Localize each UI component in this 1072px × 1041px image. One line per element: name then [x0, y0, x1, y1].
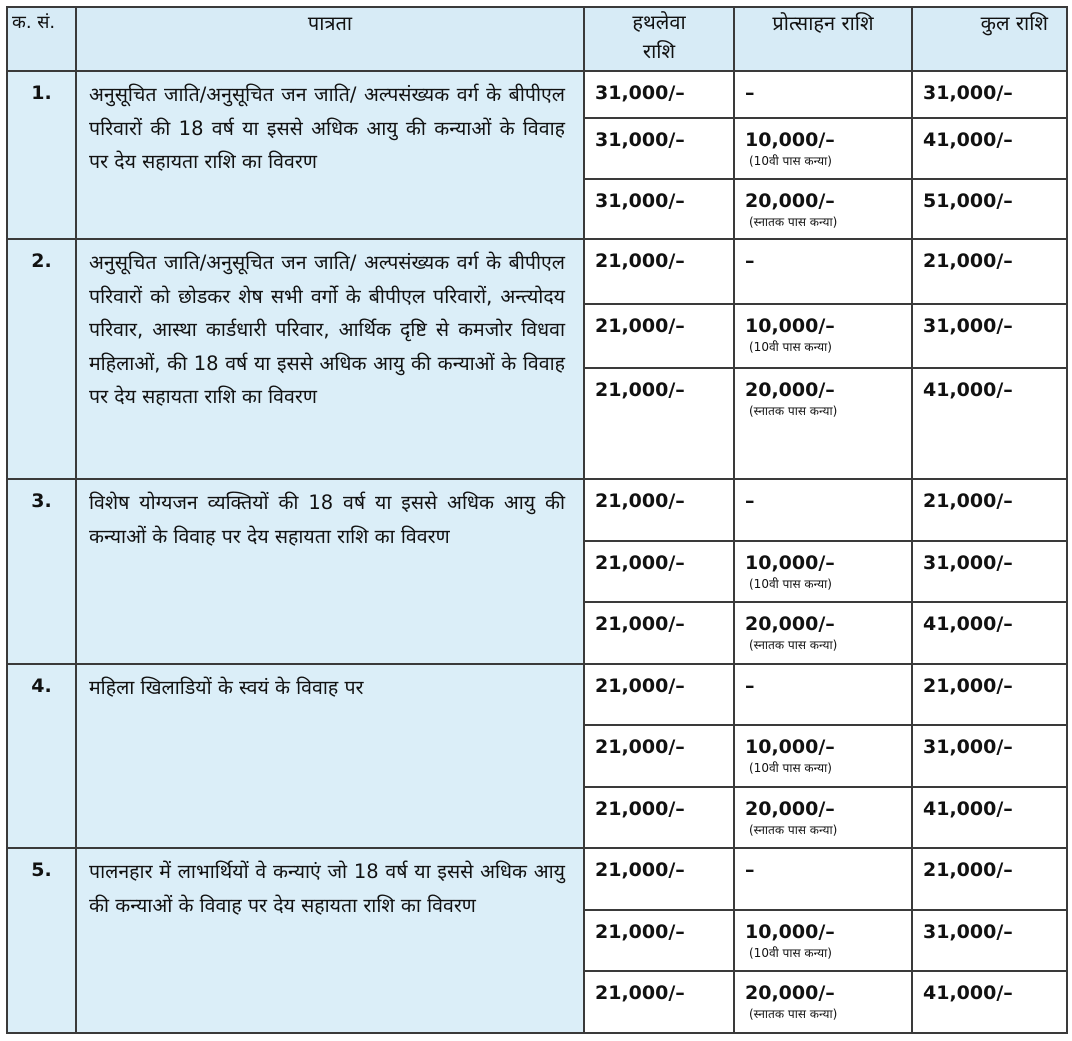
incentive-amount-cell	[734, 787, 912, 849]
table-body	[7, 71, 1067, 1033]
incentive-value: 10,000/–	[745, 920, 835, 943]
hathleva-amount-cell: 31,000/–	[584, 179, 734, 240]
header-hathleva-line1: हथलेवा	[632, 10, 686, 34]
total-amount-cell: 21,000/–	[912, 664, 1067, 726]
table-row	[7, 71, 1067, 118]
incentive-note: (10वी पास कन्या)	[749, 576, 832, 591]
assistance-table	[6, 6, 1068, 1034]
incentive-note: (10वी पास कन्या)	[749, 339, 832, 354]
header-hathleva-amount	[584, 7, 734, 71]
incentive-amount-cell	[734, 971, 912, 1033]
serial-number-cell: 4.	[7, 664, 76, 849]
incentive-note: (स्नातक पास कन्या)	[749, 404, 838, 419]
hathleva-amount-cell: 21,000/–	[584, 787, 734, 849]
header-incentive-amount: प्रोत्साहन राशि	[734, 7, 912, 71]
incentive-amount-cell	[734, 179, 912, 240]
incentive-amount-cell	[734, 725, 912, 787]
eligibility-description-cell: अनुसूचित जाति/अनुसूचित जन जाति/ अल्पसंख्यक वर्ग के बीपीएल परिवारों को छोडकर शेष सभी वर्गो के बीपीएल परिवारों, अन्त्योदय परिवार, आस्था कार्डधारी परिवार, आर्थिक दृष्टि से कमजोर विधवा महिलाओं, की 18 वर्ष या इससे अधिक आयु की कन्याओं के विवाह पर देय सहायता राशि का विवरण	[76, 239, 584, 479]
total-amount-cell: 51,000/–	[912, 179, 1067, 240]
incentive-value: –	[745, 250, 755, 273]
eligibility-description-cell: महिला खिलाडियों के स्वयं के विवाह पर	[76, 664, 584, 849]
incentive-amount-cell	[734, 479, 912, 541]
incentive-value: –	[745, 82, 755, 104]
total-amount-cell: 41,000/–	[912, 787, 1067, 849]
incentive-value: 10,000/–	[745, 736, 835, 759]
incentive-amount-cell	[734, 910, 912, 972]
eligibility-description-cell: पालनहार में लाभार्थियों वे कन्याएं जो 18 वर्ष या इससे अधिक आयु की कन्याओं के विवाह पर देय सहायता राशि का विवरण	[76, 848, 584, 1033]
serial-number-cell: 1.	[7, 71, 76, 239]
incentive-amount-cell	[734, 118, 912, 179]
serial-number-cell: 2.	[7, 239, 76, 479]
header-total-amount: कुल राशि	[912, 7, 1067, 71]
hathleva-amount-cell: 31,000/–	[584, 71, 734, 118]
total-amount-cell: 31,000/–	[912, 910, 1067, 972]
hathleva-amount-cell: 21,000/–	[584, 479, 734, 541]
incentive-note: (स्नातक पास कन्या)	[749, 1007, 838, 1022]
total-amount-cell: 21,000/–	[912, 848, 1067, 910]
incentive-amount-cell	[734, 239, 912, 304]
incentive-note: (10वी पास कन्या)	[749, 761, 832, 776]
hathleva-amount-cell: 31,000/–	[584, 118, 734, 179]
hathleva-amount-cell: 21,000/–	[584, 725, 734, 787]
header-serial-number: क. सं.	[7, 7, 76, 71]
hathleva-amount-cell: 21,000/–	[584, 910, 734, 972]
incentive-value: 20,000/–	[745, 379, 835, 402]
table-row	[7, 239, 1067, 304]
total-amount-cell: 41,000/–	[912, 971, 1067, 1033]
table-row	[7, 848, 1067, 910]
incentive-value: 20,000/–	[745, 982, 835, 1005]
hathleva-amount-cell: 21,000/–	[584, 304, 734, 369]
total-amount-cell: 21,000/–	[912, 479, 1067, 541]
incentive-amount-cell	[734, 848, 912, 910]
incentive-note: (स्नातक पास कन्या)	[749, 638, 838, 653]
hathleva-amount-cell: 21,000/–	[584, 602, 734, 664]
incentive-amount-cell	[734, 602, 912, 664]
incentive-value: 20,000/–	[745, 613, 835, 636]
total-amount-cell: 31,000/–	[912, 541, 1067, 603]
table-row	[7, 664, 1067, 726]
total-amount-cell: 31,000/–	[912, 304, 1067, 369]
serial-number-cell: 3.	[7, 479, 76, 664]
total-amount-cell: 21,000/–	[912, 239, 1067, 304]
hathleva-amount-cell: 21,000/–	[584, 848, 734, 910]
incentive-value: 10,000/–	[745, 314, 835, 337]
hathleva-amount-cell: 21,000/–	[584, 664, 734, 726]
incentive-amount-cell	[734, 541, 912, 603]
incentive-note: (10वी पास कन्या)	[749, 154, 832, 169]
hathleva-amount-cell: 21,000/–	[584, 368, 734, 479]
header-eligibility: पात्रता	[76, 7, 584, 71]
total-amount-cell: 41,000/–	[912, 118, 1067, 179]
incentive-note: (10वी पास कन्या)	[749, 945, 832, 960]
table-row	[7, 479, 1067, 541]
incentive-value: 10,000/–	[745, 129, 835, 152]
hathleva-amount-cell: 21,000/–	[584, 541, 734, 603]
incentive-amount-cell	[734, 368, 912, 479]
incentive-value: –	[745, 674, 755, 697]
total-amount-cell: 31,000/–	[912, 725, 1067, 787]
incentive-value: 20,000/–	[745, 189, 835, 212]
incentive-note: (स्नातक पास कन्या)	[749, 822, 838, 837]
incentive-amount-cell	[734, 664, 912, 726]
incentive-value: –	[745, 859, 755, 882]
hathleva-amount-cell: 21,000/–	[584, 239, 734, 304]
total-amount-cell: 41,000/–	[912, 368, 1067, 479]
header-row	[7, 7, 1067, 71]
incentive-amount-cell	[734, 304, 912, 369]
header-hathleva-line2: राशि	[642, 39, 676, 63]
incentive-value: 10,000/–	[745, 551, 835, 574]
total-amount-cell: 41,000/–	[912, 602, 1067, 664]
serial-number-cell: 5.	[7, 848, 76, 1033]
incentive-amount-cell	[734, 71, 912, 118]
hathleva-amount-cell: 21,000/–	[584, 971, 734, 1033]
incentive-note: (स्नातक पास कन्या)	[749, 214, 838, 229]
incentive-value: 20,000/–	[745, 797, 835, 820]
incentive-value: –	[745, 490, 755, 513]
eligibility-description-cell: विशेष योग्यजन व्यक्तियों की 18 वर्ष या इससे अधिक आयु की कन्याओं के विवाह पर देय सहायता राशि का विवरण	[76, 479, 584, 664]
eligibility-description-cell: अनुसूचित जाति/अनुसूचित जन जाति/ अल्पसंख्यक वर्ग के बीपीएल परिवारों की 18 वर्ष या इससे अधिक आयु की कन्याओं के विवाह पर देय सहायता राशि का विवरण	[76, 71, 584, 239]
total-amount-cell: 31,000/–	[912, 71, 1067, 118]
